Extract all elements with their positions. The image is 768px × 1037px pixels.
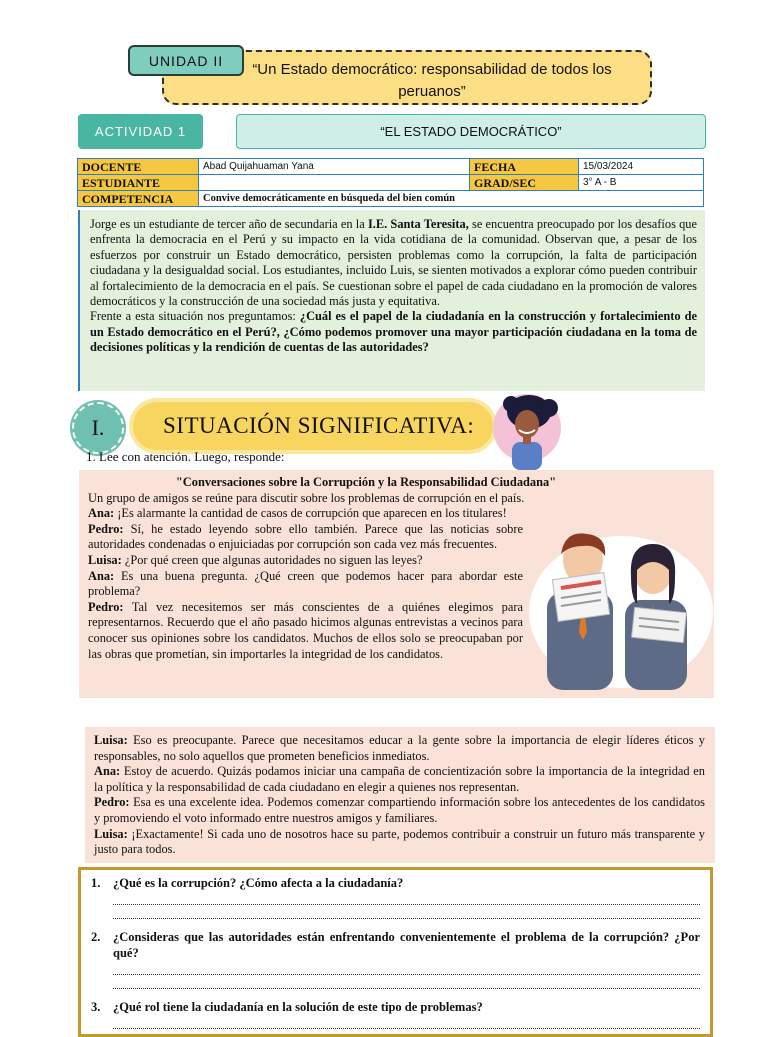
unidad-title: “Un Estado democrático: responsabilidad de todos los peruanos” bbox=[162, 50, 652, 105]
dialog-text: Sí, he estado leyendo sobre ello también. Parece que las noticias sobre autoridades condenadas o enjuiciadas por corrupción son cada vez más frecuentes. bbox=[88, 521, 523, 552]
fecha-label: FECHA bbox=[470, 159, 579, 175]
dialog-text: ¡Es alarmante la cantidad de casos de corrupción que aparecen en los titulares! bbox=[114, 506, 507, 521]
dialog-text: Tal vez necesitemos ser más conscientes de a quiénes elegimos para representarnos. Recuerdo que el año pasado hicimos algunas entrevistas a vecinos para conocer sus opiniones sobre los candidatos. Muchos de ellos solo se preocupaban por las obras que prometían, sin importarles la integridad de los candidatos. bbox=[88, 599, 523, 661]
students-reading-newspaper-illustration bbox=[525, 520, 713, 690]
speaker-name: Luisa: bbox=[94, 733, 128, 747]
speaker-name: Luisa: bbox=[94, 826, 128, 841]
dialog-intro: Un grupo de amigos se reúne para discutir sobre los problemas de corrupción en el país. bbox=[88, 490, 525, 505]
actividad-title: “EL ESTADO DEMOCRÁTICO” bbox=[236, 114, 706, 149]
question-text: ¿Qué rol tiene la ciudadanía en la solución de este tipo de problemas? bbox=[113, 1000, 483, 1014]
school-name: I.E. Santa Teresita, bbox=[367, 217, 469, 231]
question-number: 3. bbox=[91, 1000, 101, 1014]
section-title: SITUACIÓN SIGNIFICATIVA: bbox=[133, 402, 493, 450]
fecha-value: 15/03/2024 bbox=[579, 159, 704, 175]
speaker-name: Pedro: bbox=[88, 599, 124, 614]
grado-value: 3° A - B bbox=[579, 175, 704, 191]
question-item bbox=[91, 929, 700, 961]
question-item bbox=[91, 999, 700, 1015]
actividad-badge: ACTIVIDAD 1 bbox=[78, 114, 203, 149]
docente-value: Abad Quijahuaman Yana bbox=[199, 159, 470, 175]
dialog-line bbox=[88, 569, 523, 600]
dialog-text: Esa es una excelente idea. Podemos comenzar compartiendo información sobre los antecedentes de los candidatos y promoviendo el voto informado entre nuestros amigos y familiares. bbox=[94, 795, 705, 825]
section-number: I. bbox=[72, 402, 124, 454]
dialog-text: ¿Por qué creen que algunas autoridades no siguen las leyes? bbox=[121, 552, 423, 567]
question-text: ¿Consideras que las autoridades están enfrentando convenientemente el problema de la corrupción? ¿Por qué? bbox=[113, 930, 700, 960]
questions-box bbox=[78, 867, 713, 1037]
dialog-text: ¡Exactamente! Si cada uno de nosotros hace su parte, podemos contribuir a construir un futuro más transparente y justo para todos. bbox=[94, 826, 705, 857]
table-row bbox=[78, 191, 704, 207]
question-text: ¿Qué es la corrupción? ¿Cómo afecta a la ciudadanía? bbox=[113, 876, 404, 890]
table-row bbox=[78, 159, 704, 175]
speaker-name: Ana: bbox=[88, 568, 115, 583]
unidad-badge: UNIDAD II bbox=[128, 45, 244, 76]
dialog-line bbox=[94, 827, 705, 858]
question-number: 1. bbox=[91, 876, 101, 890]
dialog-line bbox=[88, 522, 523, 553]
estudiante-field[interactable] bbox=[199, 175, 470, 191]
answer-line[interactable] bbox=[113, 891, 700, 905]
instruction-text: 1. Lee con atención. Luego, responde: bbox=[86, 449, 285, 464]
competencia-value: Convive democráticamente en búsqueda del bien común bbox=[199, 191, 704, 207]
speaker-name: Pedro: bbox=[88, 521, 124, 536]
answer-line[interactable] bbox=[113, 961, 700, 975]
intro-text bbox=[78, 210, 705, 391]
competencia-label: COMPETENCIA bbox=[78, 191, 199, 207]
dialog-line bbox=[88, 600, 523, 662]
thinking-girl-illustration bbox=[487, 390, 572, 470]
dialog-text: Estoy de acuerdo. Quizás podamos iniciar una campaña de concientización sobre la importancia de la integridad en la política y la responsabilidad de cada ciudadano en elegir a quienes nos representan. bbox=[94, 764, 705, 794]
speaker-name: Ana: bbox=[88, 506, 115, 521]
intro-p1-end: se encuentra preocupado por los desafíos que enfrenta la democracia en el Perú y su impacto en la vida cotidiana de la comunidad. Observan que, a pesar de los esfuerzos por construir un Estado democrático, persisten problemas como la corrupción, la falta de participación ciudadana y la desigualdad social. Los estudiantes, incluido Luis, se sienten motivados a explorar cómo pueden contribuir al fortalecimiento de la democracia en el país. Se cuestionan sobre el papel de cada ciudadano en la promoción de valores democráticos y la construcción de una sociedad más justa y equitativa. bbox=[90, 217, 697, 309]
answer-line[interactable] bbox=[113, 905, 700, 919]
dialog-line bbox=[88, 553, 523, 569]
dialog-line bbox=[94, 764, 705, 795]
dialog-title: "Conversaciones sobre la Corrupción y la Responsabilidad Ciudadana" bbox=[175, 475, 557, 489]
table-row bbox=[78, 175, 704, 191]
answer-line[interactable] bbox=[113, 975, 700, 989]
dialog-text: Eso es preocupante. Parece que necesitamos educar a la gente sobre la importancia de elegir líderes éticos y responsables, no solo aquellos que prometen beneficios inmediatos. bbox=[94, 733, 705, 763]
dialog-line bbox=[94, 733, 705, 764]
speaker-name: Ana: bbox=[94, 764, 121, 779]
question-item bbox=[91, 875, 700, 891]
estudiante-label: ESTUDIANTE bbox=[78, 175, 199, 191]
dialog-box-2 bbox=[85, 727, 715, 863]
key-questions: ¿Cuál es el papel de la ciudadanía en la construcción y fortalecimiento de un Estado democrático en el Perú?, ¿Cómo podemos promover una mayor participación ciudadana en la toma de decisiones políticas y la rendición de cuentas de las autoridades? bbox=[90, 309, 697, 355]
docente-label: DOCENTE bbox=[78, 159, 199, 175]
info-table bbox=[77, 158, 704, 207]
intro-p2-start: Frente a esta situación nos preguntamos: bbox=[90, 309, 300, 324]
intro-p1-start: Jorge es un estudiante de tercer año de secundaria en la bbox=[90, 217, 368, 231]
dialog-text: Es una buena pregunta. ¿Qué creen que podemos hacer para abordar este problema? bbox=[88, 568, 523, 599]
grado-label: GRAD/SEC bbox=[470, 175, 579, 191]
dialog-line bbox=[94, 795, 705, 826]
question-number: 2. bbox=[91, 930, 101, 944]
speaker-name: Pedro: bbox=[94, 795, 130, 810]
speaker-name: Luisa: bbox=[88, 552, 122, 567]
answer-line[interactable] bbox=[113, 1015, 700, 1029]
